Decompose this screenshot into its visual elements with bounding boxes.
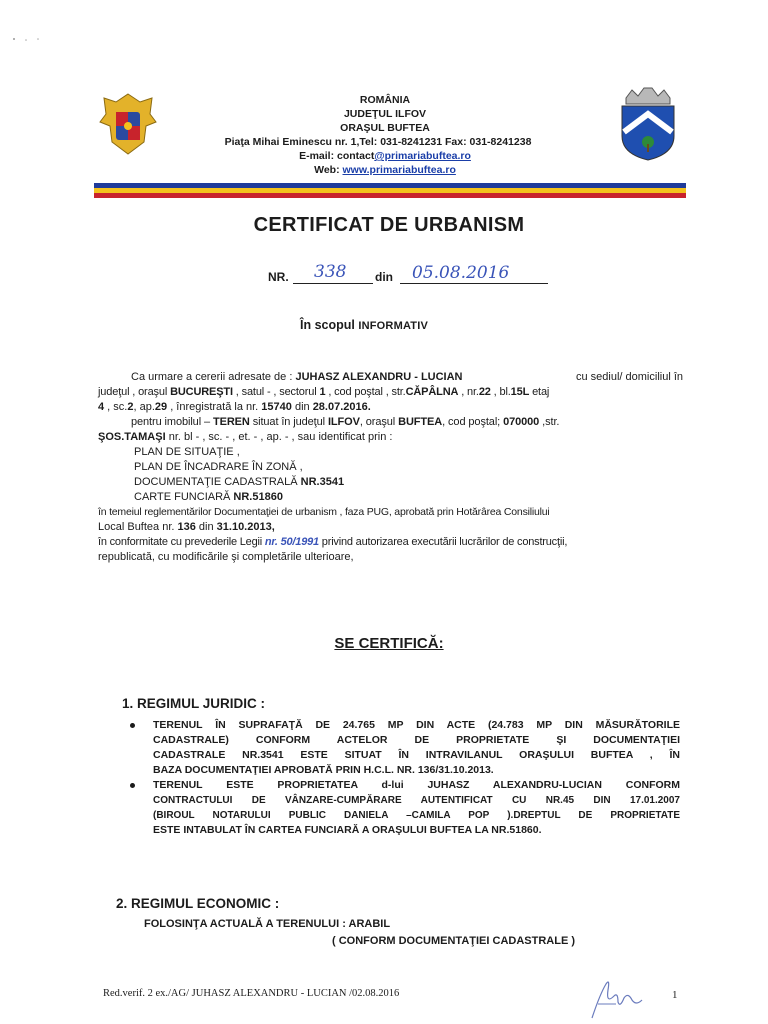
page-number: 1 (672, 989, 678, 1001)
registration-date: 28.07.2016. (312, 401, 371, 413)
text: în conformitate cu prevederile Legii (98, 536, 265, 548)
email-label: E-mail: contact (299, 150, 375, 162)
county-name: JUDEŢUL ILFOV (343, 108, 427, 120)
street-number: 22 (478, 386, 491, 398)
hcl-number: 136 (177, 521, 196, 533)
property-city: BUFTEA (398, 416, 443, 428)
text: , cod poştal , str. (325, 386, 406, 398)
registration-number: 15740 (261, 401, 292, 413)
bullet-icon (130, 783, 135, 788)
identification-item: PLAN DE ÎNCADRARE ÎN ZONĂ , (134, 461, 303, 473)
current-land-use: FOLOSINŢA ACTUALĂ A TERENULUI : ARABIL (144, 918, 391, 930)
request-body (98, 370, 683, 565)
bullet-item (130, 718, 680, 778)
bullet-line: (BIROUL NOTARULUI PUBLIC DANIELA –CAMILA POP ).DREPTUL DE PROPRIETATE (153, 810, 680, 821)
bullet-icon (130, 723, 135, 728)
applicant-name: JUHASZ ALEXANDRU - LUCIAN (295, 371, 463, 383)
bullet-line: BAZA DOCUMENTAŢIEI APROBATĂ PRIN H.C.L. NR. 136/31.10.2013. (153, 764, 494, 776)
signature-icon (588, 974, 648, 1022)
property-type: TEREN (212, 416, 250, 428)
identification-item (98, 490, 683, 505)
scope-value: INFORMATIV (358, 320, 428, 332)
identification-item (98, 475, 683, 490)
body-line-5 (98, 430, 683, 445)
bullet-line: CONTRACTULUI DE VÂNZARE-CUMPĂRARE AUTENTIFICAT CU NR.45 DIN 17.01.2007 (153, 795, 680, 806)
text: din (195, 521, 217, 533)
bullet-line: CADASTRALE) CONFORM ACTELOR DE PROPRIETATE ŞI DOCUMENTAŢIEI (153, 734, 680, 746)
sector: 1 (319, 386, 326, 398)
bullet-line: TERENUL ESTE PROPRIETATEA d-lui JUHASZ ALEXANDRU-LUCIAN CONFORM (153, 779, 680, 791)
text: cu sediul/ domiciliul în (576, 371, 683, 383)
identification-item: PLAN DE SITUAŢIE , (134, 446, 240, 458)
city-name: ORAŞUL BUFTEA (340, 122, 430, 134)
web-link[interactable]: www.primariabuftea.ro (342, 164, 456, 176)
street: CĂPÂLNA (405, 386, 459, 398)
text: , ap. (133, 401, 155, 413)
certification-heading: SE CERTIFICĂ: (334, 635, 444, 652)
text: DOCUMENTAŢIE CADASTRALĂ (134, 476, 301, 488)
document-number-line (268, 262, 568, 286)
scan-marks (12, 36, 42, 42)
text: Ca urmare a cererii adresate de : (131, 371, 296, 383)
text: etaj (529, 386, 550, 398)
postal-code: 070000 (503, 416, 540, 428)
block: 15L (510, 386, 530, 398)
nr-underline (293, 283, 373, 284)
section-1-bullets (130, 718, 680, 838)
section-1-title: 1. REGIMUL JURIDIC : (122, 696, 266, 711)
scope-line (300, 318, 428, 332)
bullet-line: TERENUL ÎN SUPRAFAŢĂ DE 24.765 MP DIN ACTE (24.783 MP DIN MĂSURĂTORILE (153, 719, 680, 731)
text: situat în judeţul (249, 416, 328, 428)
text: Local Buftea nr. (98, 521, 178, 533)
email-link[interactable]: @primariabuftea.ro (374, 150, 471, 162)
text: din (291, 401, 313, 413)
bullet-line: ESTE INTABULAT ÎN CARTEA FUNCIARĂ A ORAŞULUI BUFTEA LA NR.51860. (153, 824, 542, 836)
institution-header (160, 93, 610, 177)
web-label: Web: (314, 164, 343, 176)
document-title: CERTIFICAT DE URBANISM (253, 214, 525, 236)
bullet-item (130, 778, 680, 838)
date-value: 05.08.2016 (412, 263, 510, 283)
text: , satul - , sectorul (232, 386, 320, 398)
land-use-note: ( CONFORM DOCUMENTAŢIEI CADASTRALE ) (332, 935, 575, 947)
text: , oraşul (359, 416, 399, 428)
property-street: ŞOS.TAMAŞI (98, 431, 166, 443)
property-county: ILFOV (327, 416, 360, 428)
din-label: din (375, 270, 393, 284)
date-underline (400, 283, 548, 284)
text: , cod poştal; (442, 416, 504, 428)
city: BUCUREŞTI (170, 386, 233, 398)
hcl-date: 31.10.2013, (216, 521, 275, 533)
text: judeţul , oraşul (98, 386, 171, 398)
body-line-3 (98, 400, 683, 415)
floor: 4 (98, 401, 105, 413)
law-number: nr. 50/1991 (264, 536, 319, 548)
band-red (94, 193, 686, 198)
web-line (160, 163, 610, 177)
address-line: Piaţa Mihai Eminescu nr. 1,Tel: 031-8241231 Fax: 031-8241238 (224, 136, 532, 148)
body-line-2 (98, 385, 683, 400)
text: privind autorizarea executării lucrărilor de construcţii, (318, 536, 568, 548)
text: nr. bl - , sc. - , et. - , ap. - , sau identificat prin : (165, 431, 393, 443)
body-line-7 (98, 520, 683, 535)
text: , bl. (490, 386, 511, 398)
text: ,str. (539, 416, 560, 428)
tricolor-band (94, 183, 686, 198)
email-line (160, 149, 610, 163)
buftea-coat-of-arms-icon (618, 86, 678, 162)
scope-label: În scopul (300, 318, 355, 332)
body-line-4 (98, 415, 683, 430)
text: , sc. (104, 401, 128, 413)
body-line-8 (98, 535, 683, 550)
text: CARTE FUNCIARĂ (134, 491, 234, 503)
cadastral-number: NR.3541 (300, 476, 345, 488)
footer-reference: Red.verif. 2 ex./AG/ JUHASZ ALEXANDRU - LUCIAN /02.08.2016 (103, 988, 400, 999)
section-2-title: 2. REGIMUL ECONOMIC : (116, 896, 280, 911)
text: , nr. (458, 386, 479, 398)
text: , înregistrată la nr. (167, 401, 262, 413)
bullet-line: CADASTRALE NR.3541 ESTE SITUAT ÎN INTRAVILANUL ORAŞULUI BUFTEA , ÎN (153, 749, 680, 761)
land-registry-number: NR.51860 (233, 491, 283, 503)
country-name: ROMÂNIA (359, 94, 411, 106)
text: pentru imobilul – (131, 416, 213, 428)
body-line-1 (98, 370, 683, 385)
body-line-6: în temeiul reglementărilor Documentaţiei de urbanism , faza PUG, aprobată prin Hotărârea Consiliului (98, 506, 550, 518)
nr-label: NR. (268, 270, 289, 284)
staircase: 2 (127, 401, 134, 413)
nr-value: 338 (314, 262, 347, 282)
body-line-9: republicată, cu modificările şi completările ulterioare, (98, 551, 354, 563)
apartment: 29 (154, 401, 168, 413)
